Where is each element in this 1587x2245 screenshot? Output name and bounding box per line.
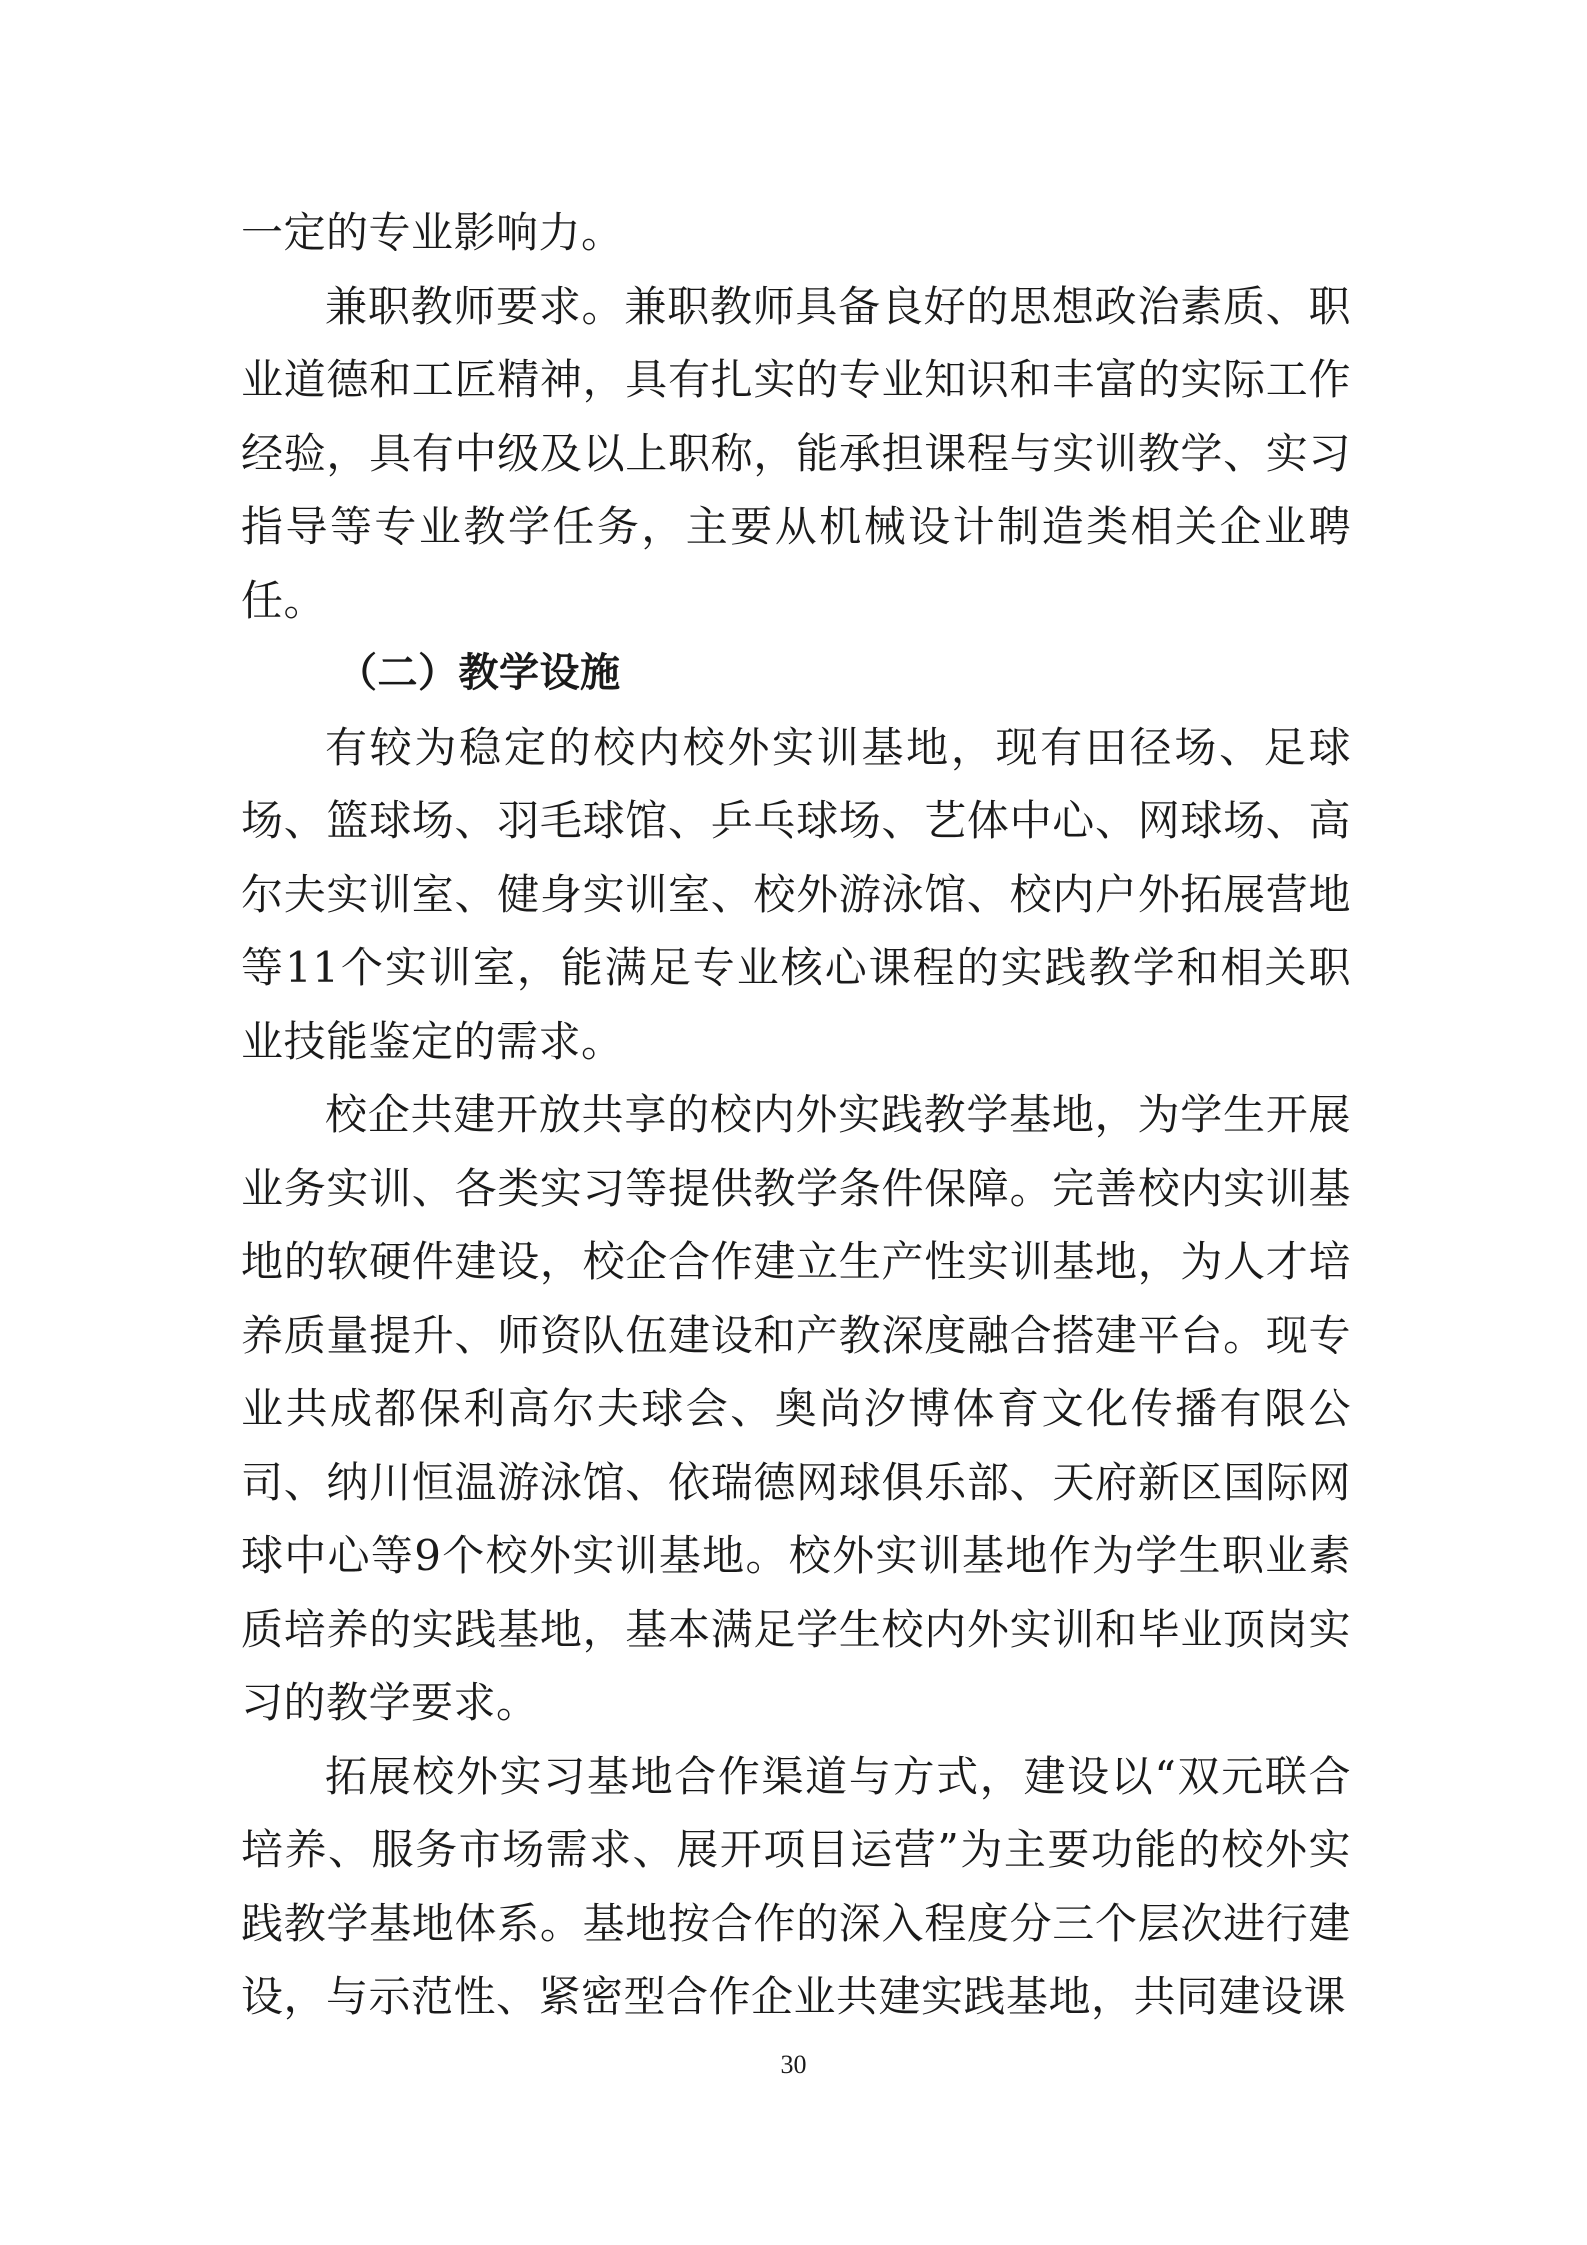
continuation-text: 一定的专业影响力。	[241, 208, 624, 257]
paragraph-facilities: 有较为稳定的校内校外实训基地，现有田径场、足球场、篮球场、羽毛球馆、乒乓球场、艺体中心、网球场、高尔夫实训室、健身实训室、校外游泳馆、校内户外拓展营地等11个实训室，能满足专业核心课程的实践教学和相关职业技能鉴定的需求。	[241, 722, 1351, 1066]
paragraph-parttime-teachers: 兼职教师要求。兼职教师具备良好的思想政治素质、职业道德和工匠精神，具有扎实的专业知识和丰富的实际工作经验，具有中级及以上职称，能承担课程与实训教学、实习指导等专业教学任务，主要从机械设计制造类相关企业聘任。	[241, 281, 1351, 625]
paragraph-expansion: 拓展校外实习基地合作渠道与方式，建设以“双元联合培养、服务市场需求、展开项目运营”为主要功能的校外实践教学基地体系。基地按合作的深入程度分三个层次进行建设，与示范性、紧密型合作企业共建实践基地，共同建设课	[241, 1751, 1351, 2021]
page-body	[241, 196, 1351, 2034]
section-heading: （二）教学设施	[337, 650, 621, 696]
paragraph-cooperation: 校企共建开放共享的校内外实践教学基地，为学生开展业务实训、各类实习等提供教学条件保障。完善校内实训基地的软硬件建设，校企合作建立生产性实训基地，为人才培养质量提升、师资队伍建设和产教深度融合搭建平台。现专业共成都保利高尔夫球会、奥尚汐博体育文化传播有限公司、纳川恒温游泳馆、依瑞德网球俱乐部、天府新区国际网球中心等9个校外实训基地。校外实训基地作为学生职业素质培养的实践基地，基本满足学生校内外实训和毕业顶岗实习的教学要求。	[241, 1090, 1351, 1727]
page-number: 30	[780, 2050, 807, 2079]
